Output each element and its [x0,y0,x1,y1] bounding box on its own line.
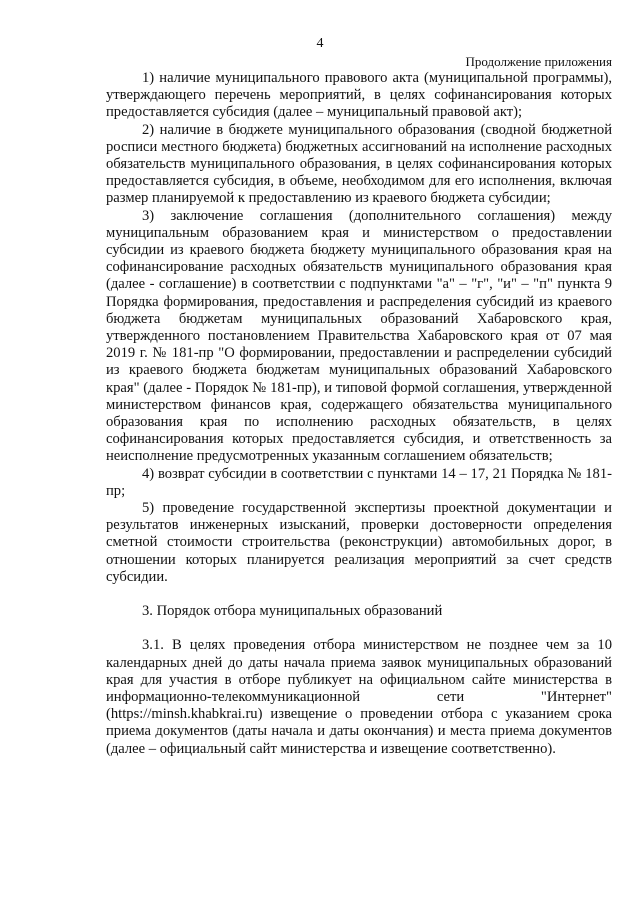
page-number: 4 [316,36,324,51]
spacer [106,586,612,603]
section-heading: 3. Порядок отбора муниципальных образований [142,603,443,620]
paragraph-condition-5: 5) проведение государственной экспертизы проектной документации и результатов инженерных изысканий, проверки достоверности определения сметной стоимости строительства (реконструкции) автомобильных дорог, в отношении которых планируется реализация мероприятий за счет средств субсидии. [106,500,612,585]
paragraph-3-1: 3.1. В целях проведения отбора министерством не позднее чем за 10 календарных дней до даты начала приема заявок муниципальных образований края для участия в отборе публикует на официальном сайте министерства в информационно-телекоммуникационной сети "Интернет" (https://minsh.khabkrai.ru) извещение о проведении отбора с указанием срока приема документов (даты начала и даты окончания) и места приема документов (далее – официальный сайт министерства и извещение соответственно). [106,637,612,757]
paragraph-condition-3: 3) заключение соглашения (дополнительного соглашения) между муниципальным образованием края и министерством о предоставлении субсидии из краевого бюджета бюджету муниципального образования края на софинансирование расходных обязательств муниципального образования края (далее - соглашение) в соответствии с подпунктами "а" – "г", "и" – "п" пункта 9 Порядка формирования, предоставления и распределения субсидий из краевого бюджета бюджетам муниципальных образований Хабаровского края, утвержденного постановлением Правительства Хабаровского края от 07 мая 2019 г. № 181-пр "О формировании, предоставлении и распределении субсидий из краевого бюджета бюджетам муниципальных образований Хабаровского края" (далее - Порядок № 181-пр), и типовой формой соглашения, утвержденной министерством финансов края, содержащего обязательства муниципального образования края по исполнению расходных обязательств, в целях софинансирования которых предоставляется субсидия, и ответственность за неисполнение предусмотренных указанным соглашением обязательств; [106,207,612,465]
document-body [106,70,612,758]
continuation-label: Продолжение приложения [465,54,612,69]
paragraph-condition-1: 1) наличие муниципального правового акта (муниципальной программы), утверждающего перечень мероприятий, в целях софинансирования которых предоставляется субсидия (далее – муниципальный правовой акт); [106,70,612,121]
paragraph-condition-2: 2) наличие в бюджете муниципального образования (сводной бюджетной росписи местного бюджета) бюджетных ассигнований на исполнение расходных обязательств муниципального образования, в целях софинансирования которых предоставляется субсидия, в объеме, необходимом для его исполнения, включая размер планируемой к предоставлению из краевого бюджета субсидии; [106,121,612,207]
spacer [106,620,612,637]
paragraph-condition-4: 4) возврат субсидии в соответствии с пунктами 14 – 17, 21 Порядка № 181-пр; [106,465,612,499]
